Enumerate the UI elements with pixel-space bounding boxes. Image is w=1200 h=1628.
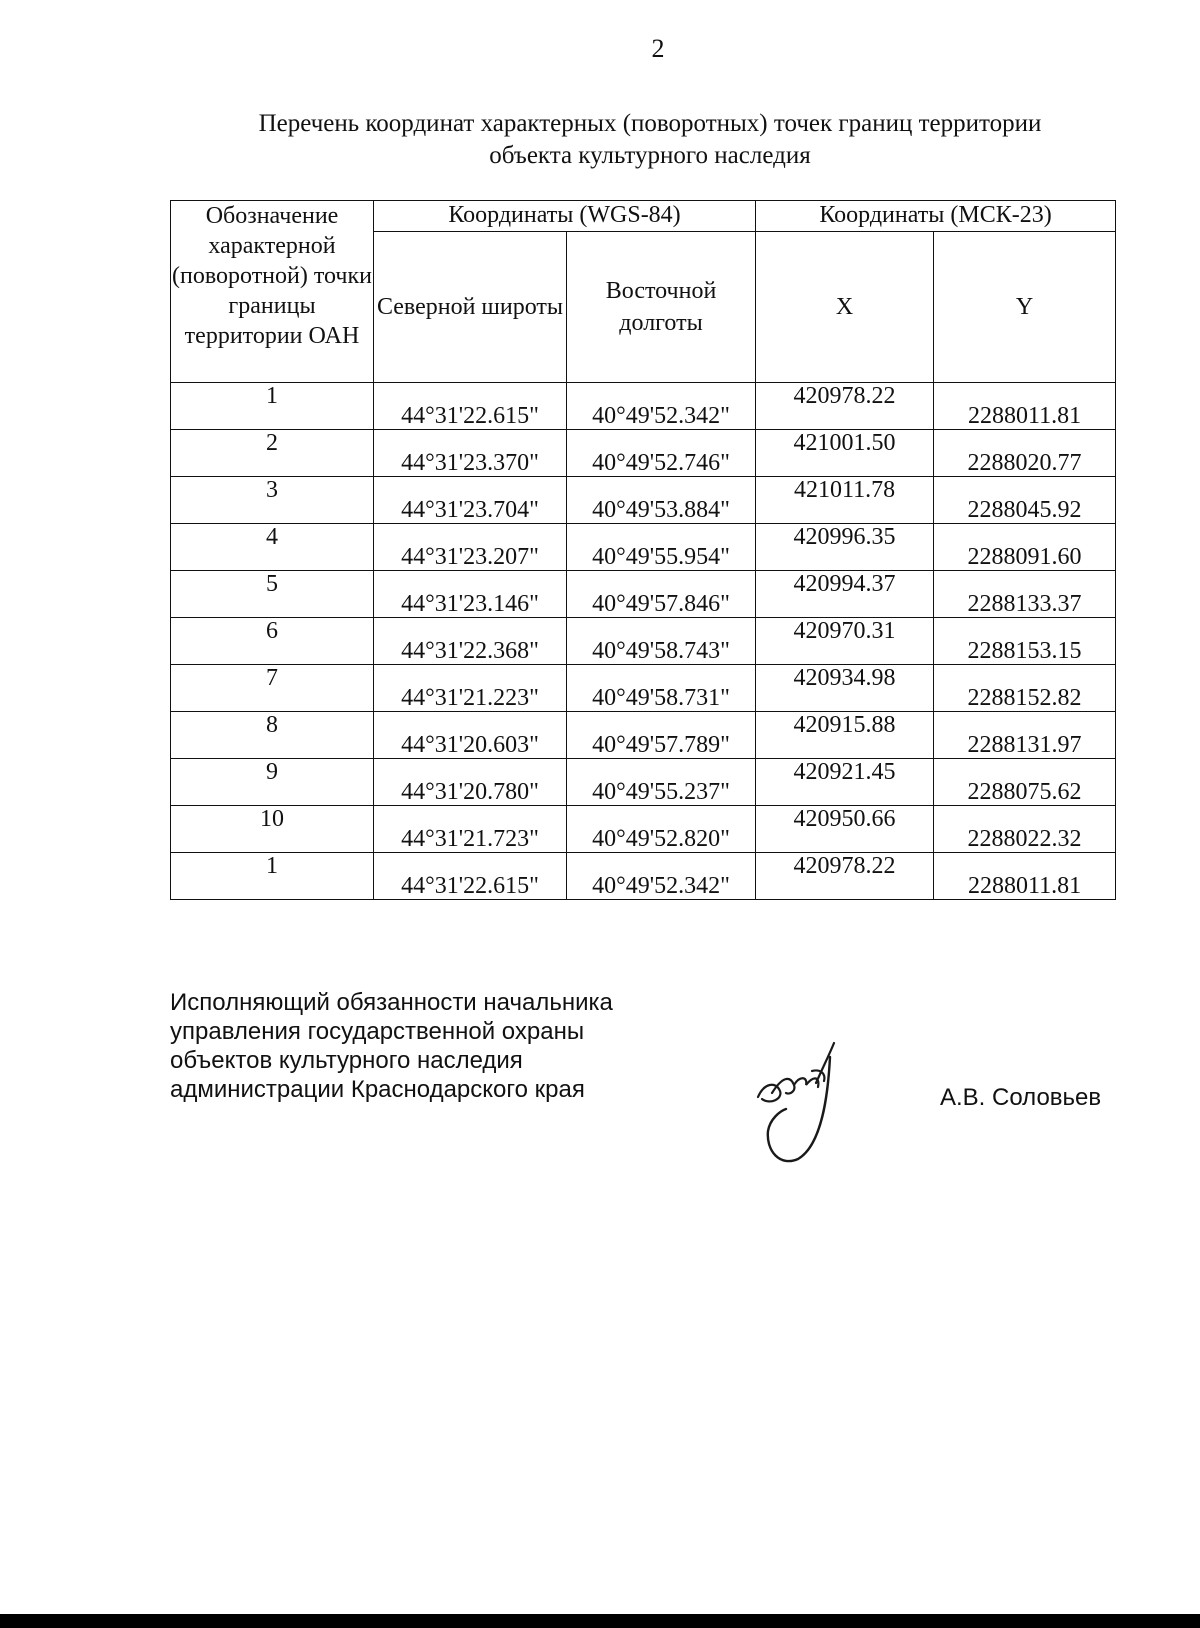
cell-point: 1 [171, 853, 374, 900]
cell-y: 2288131.97 [934, 712, 1116, 759]
cell-point: 4 [171, 524, 374, 571]
cell-latitude: 44°31'21.223" [374, 665, 567, 712]
signatory-line-2: управления государственной охраны [170, 1018, 585, 1045]
cell-point: 6 [171, 618, 374, 665]
cell-point: 8 [171, 712, 374, 759]
cell-latitude: 44°31'20.603" [374, 712, 567, 759]
cell-point: 7 [171, 665, 374, 712]
cell-point: 3 [171, 477, 374, 524]
cell-y: 2288075.62 [934, 759, 1116, 806]
page-number: 2 [651, 34, 665, 63]
table-row [171, 618, 1116, 665]
cell-y: 2288045.92 [934, 477, 1116, 524]
table-row [171, 383, 1116, 430]
cell-x: 420950.66 [756, 806, 934, 853]
cell-longitude: 40°49'55.954" [567, 524, 756, 571]
table-row [171, 571, 1116, 618]
cell-y: 2288091.60 [934, 524, 1116, 571]
table-row [171, 524, 1116, 571]
document-title [170, 108, 1130, 172]
table-row [171, 430, 1116, 477]
title-line-1: Перечень координат характерных (поворотных) точек границ территории [258, 110, 1042, 137]
cell-y: 2288011.81 [934, 383, 1116, 430]
cell-latitude: 44°31'21.723" [374, 806, 567, 853]
cell-longitude: 40°49'53.884" [567, 477, 756, 524]
cell-longitude: 40°49'58.731" [567, 665, 756, 712]
cell-latitude: 44°31'23.370" [374, 430, 567, 477]
cell-point: 1 [171, 383, 374, 430]
cell-x: 420996.35 [756, 524, 934, 571]
cell-point: 5 [171, 571, 374, 618]
cell-latitude: 44°31'23.704" [374, 477, 567, 524]
cell-x: 421001.50 [756, 430, 934, 477]
table-row [171, 665, 1116, 712]
header-wgs84: Координаты (WGS-84) [374, 201, 756, 232]
header-x: X [756, 232, 934, 383]
signatory-line-3: объектов культурного наследия [170, 1047, 523, 1074]
cell-latitude: 44°31'22.368" [374, 618, 567, 665]
cell-longitude: 40°49'57.846" [567, 571, 756, 618]
cell-latitude: 44°31'22.615" [374, 383, 567, 430]
cell-latitude: 44°31'20.780" [374, 759, 567, 806]
cell-longitude: 40°49'58.743" [567, 618, 756, 665]
header-point-designation: Обозначение характерной (поворотной) точки границы территории ОАН [171, 201, 374, 383]
cell-x: 420970.31 [756, 618, 934, 665]
title-line-2: объекта культурного наследия [489, 142, 811, 169]
cell-x: 420978.22 [756, 383, 934, 430]
cell-x: 420921.45 [756, 759, 934, 806]
cell-x: 421011.78 [756, 477, 934, 524]
coordinates-table [170, 200, 1116, 900]
scan-edge [0, 1614, 1200, 1628]
cell-longitude: 40°49'57.789" [567, 712, 756, 759]
cell-y: 2288011.81 [934, 853, 1116, 900]
signer-name: А.В. Соловьев [940, 1084, 1102, 1111]
cell-y: 2288022.32 [934, 806, 1116, 853]
header-latitude: Северной широты [374, 232, 567, 383]
cell-longitude: 40°49'55.237" [567, 759, 756, 806]
cell-longitude: 40°49'52.820" [567, 806, 756, 853]
table-row [171, 759, 1116, 806]
table-row [171, 477, 1116, 524]
cell-longitude: 40°49'52.746" [567, 430, 756, 477]
cell-latitude: 44°31'22.615" [374, 853, 567, 900]
table-row [171, 806, 1116, 853]
cell-y: 2288020.77 [934, 430, 1116, 477]
handwritten-signature [750, 1035, 850, 1165]
signatory-line-1: Исполняющий обязанности начальника [170, 989, 613, 1016]
cell-x: 420915.88 [756, 712, 934, 759]
cell-point: 10 [171, 806, 374, 853]
cell-latitude: 44°31'23.207" [374, 524, 567, 571]
cell-longitude: 40°49'52.342" [567, 383, 756, 430]
header-y: Y [934, 232, 1116, 383]
table-row [171, 712, 1116, 759]
signatory-position [170, 988, 690, 1104]
cell-y: 2288152.82 [934, 665, 1116, 712]
cell-x: 420934.98 [756, 665, 934, 712]
cell-latitude: 44°31'23.146" [374, 571, 567, 618]
header-longitude: Восточной долготы [567, 232, 756, 383]
cell-longitude: 40°49'52.342" [567, 853, 756, 900]
signatory-line-4: администрации Краснодарского края [170, 1076, 585, 1103]
table-row [171, 853, 1116, 900]
cell-y: 2288133.37 [934, 571, 1116, 618]
cell-x: 420994.37 [756, 571, 934, 618]
cell-x: 420978.22 [756, 853, 934, 900]
cell-point: 2 [171, 430, 374, 477]
cell-point: 9 [171, 759, 374, 806]
cell-y: 2288153.15 [934, 618, 1116, 665]
header-msk23: Координаты (МСК-23) [756, 201, 1116, 232]
